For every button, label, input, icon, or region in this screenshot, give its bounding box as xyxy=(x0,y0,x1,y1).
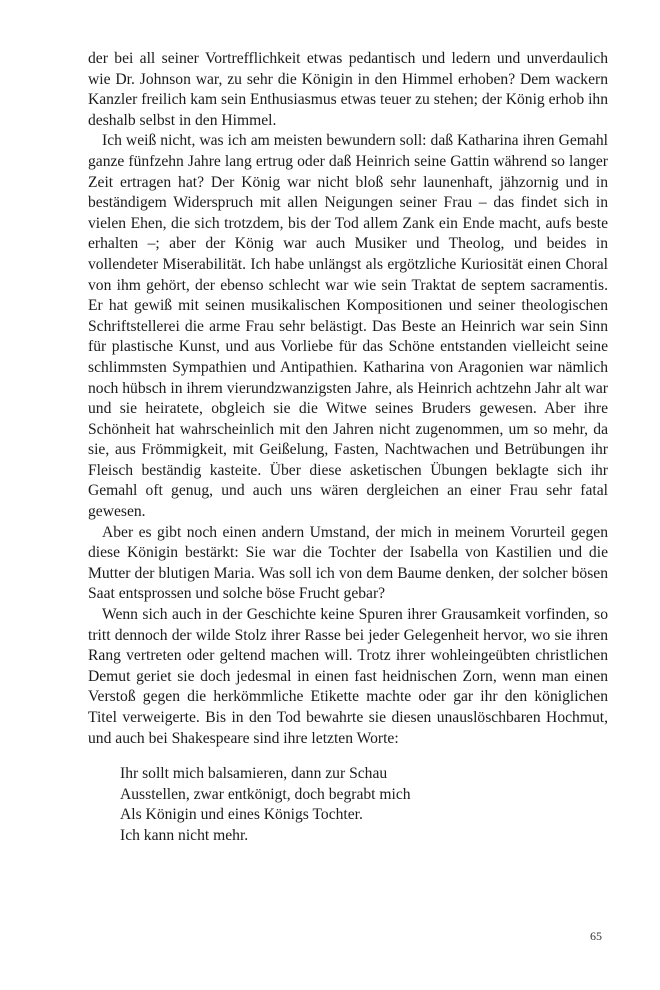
paragraph-2: Ich weiß nicht, was ich am meisten bewundern soll: daß Katharina ihren Gemahl ganze fünfzehn Jahre lang ertrug oder daß Heinrich seine Gattin während so langer Zeit ertragen hat? Der König war nicht bloß sehr launenhaft, jähzornig und in beständigem Widerspruch mit allen Neigungen seiner Frau – das findet sich in vielen Ehen, die sich trotzdem, bis der Tod allem Zank ein Ende macht, aufs beste erhalten –; aber der König war auch Musiker und Theolog, und beides in vollendeter Miserabilität. Ich habe unlängst als ergötzliche Kuriosität einen Choral von ihm gehört, der ebenso schlecht war wie sein Traktat de septem sacramentis. Er hat gewiß mit seinen musikalischen Kompositionen und seiner theologischen Schriftstellerei die arme Frau sehr belästigt. Das Beste an Heinrich war sein Sinn für plastische Kunst, und aus Vorliebe für das Schöne entstanden vielleicht seine schlimmsten Sympathien und Antipathien. Katharina von Aragonien war nämlich noch hübsch in ihrem vierundzwanzigsten Jahre, als Heinrich achtzehn Jahr alt war und sie heiratete, obgleich sie die Witwe seines Bruders gewesen. Aber ihre Schönheit hat wahrscheinlich mit den Jahren nicht zugenommen, um so mehr, da sie, aus Frömmigkeit, mit Geißelung, Fasten, Nachtwachen und Betrübungen ihr Fleisch beständig kasteite. Über diese asketischen Übungen beklagte sich ihr Gemahl oft genug, und auch uns wären dergleichen an einer Frau sehr fatal gewesen. xyxy=(88,132,608,521)
paragraph-4: Wenn sich auch in der Geschichte keine Spuren ihrer Grausamkeit vorfinden, so tritt dennoch der wilde Stolz ihrer Rasse bei jeder Gelegenheit hervor, wo sie ihren Rang vertreten oder geltend machen will. Trotz ihrer wohleingeübten christlichen Demut geriet sie doch jedesmal in einen fast heidnischen Zorn, wenn man einen Verstoß gegen die herkömmliche Etikette machte oder gar ihr den königlichen Titel verweigerte. Bis in den Tod bewahrte sie diesen unauslöschbaren Hochmut, und auch bei Shakespeare sind ihre letzten Worte: xyxy=(88,606,608,747)
verse-line-2: Ausstellen, zwar entkönigt, doch begrabt mich xyxy=(120,785,411,803)
book-page xyxy=(88,49,608,847)
paragraph-1: der bei all seiner Vortrefflichkeit etwas pedantisch und ledern und unverdaulich wie Dr. Johnson war, zu sehr die Königin in den Himmel erhoben? Dem wackern Kanzler freilich kam sein Enthusiasmus etwas teuer zu stehen; der König erhob ihn deshalb selbst in den Himmel. xyxy=(88,50,608,129)
verse-line-3: Als Königin und eines Königs Tochter. xyxy=(120,806,363,824)
page-number: 65 xyxy=(590,929,602,943)
paragraph-3: Aber es gibt noch einen andern Umstand, der mich in meinem Vorurteil gegen diese Königin bestärkt: Sie war die Tochter der Isabella von Kastilien und die Mutter der blutigen Maria. Was soll ich von dem Baume denken, der solcher bösen Saat entsprossen und solche böse Frucht gebar? xyxy=(88,523,608,603)
verse-line-4: Ich kann nicht mehr. xyxy=(120,826,249,844)
verse-line-1: Ihr sollt mich balsamieren, dann zur Schau xyxy=(120,765,388,783)
verse-quotation xyxy=(120,764,608,846)
